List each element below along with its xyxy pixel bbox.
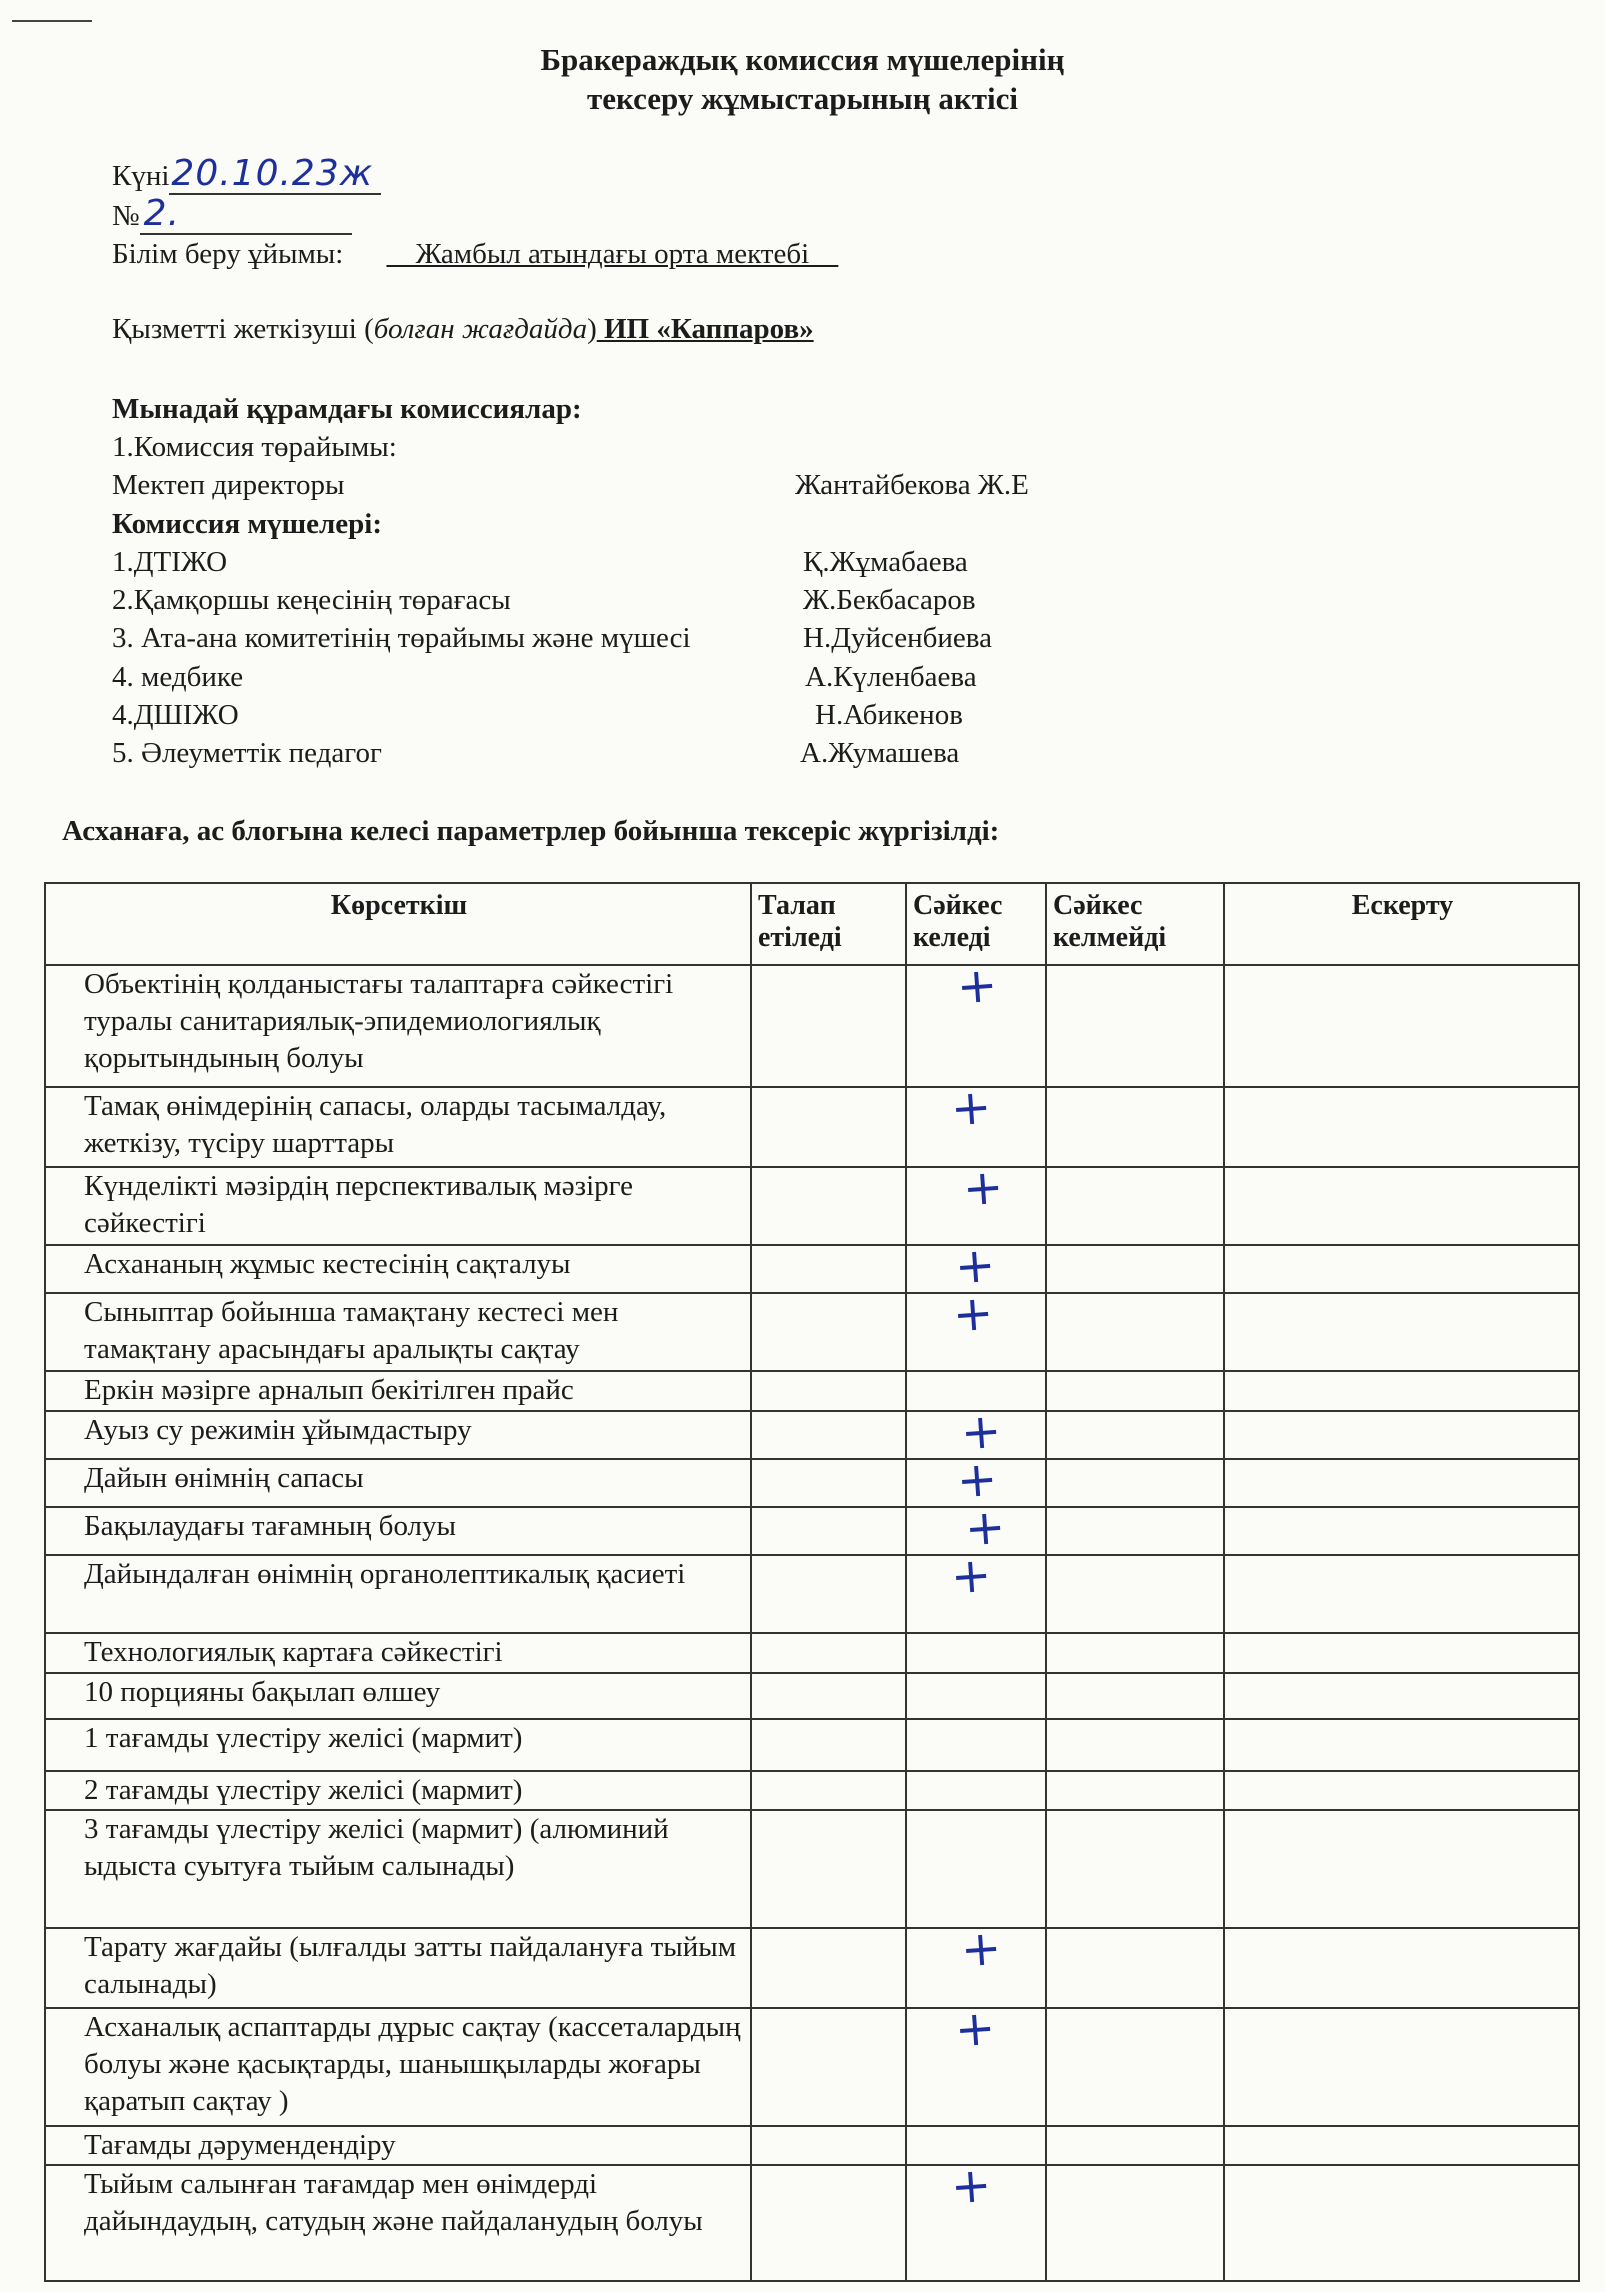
- member-name: Қ.Жұмабаева: [803, 546, 968, 578]
- required-cell: [751, 1507, 906, 1555]
- compliant-cell: [906, 2156, 1046, 2281]
- compliant-cell: [906, 1999, 1046, 2126]
- noncompliant-cell: [1046, 2008, 1224, 2126]
- note-cell: [1224, 1371, 1579, 1411]
- date-label: Күні: [112, 160, 170, 192]
- table-row: [45, 1245, 1579, 1293]
- indicator-cell: Тағамды дәрумендендіру: [45, 2126, 751, 2165]
- indicator-cell: Еркін мәзірге арналып бекітілген прайс: [45, 1371, 751, 1411]
- indicator-cell: 1 тағамды үлестіру желісі (мармит): [45, 1719, 751, 1771]
- table-row: [45, 965, 1579, 1087]
- required-cell: [751, 1167, 906, 1245]
- table-row: [45, 2165, 1579, 2281]
- chair-heading: 1.Комиссия төрайымы:: [112, 431, 397, 463]
- note-cell: [1224, 1771, 1579, 1810]
- table-row: [45, 1771, 1579, 1810]
- member-name: Н.Абикенов: [815, 699, 963, 731]
- member-role: 3. Ата-ана комитетінің төрайымы және мүшесі: [112, 622, 691, 654]
- note-cell: [1224, 1245, 1579, 1293]
- compliant-cell: [906, 1771, 1046, 1810]
- required-cell: [751, 1633, 906, 1673]
- check-mark: +: [962, 1498, 1008, 1558]
- required-cell: [751, 1719, 906, 1771]
- noncompliant-cell: [1046, 1507, 1224, 1555]
- indicator-cell: Объектінің қолданыстағы талаптарға сәйкестігі туралы санитариялық-эпидемиологиялық қорытындының болуы: [45, 965, 751, 1087]
- noncompliant-cell: [1046, 1771, 1224, 1810]
- date-value: 20.10.23ж: [169, 155, 381, 195]
- table-row: [45, 1087, 1579, 1167]
- noncompliant-cell: [1046, 1293, 1224, 1371]
- table-row: [45, 1411, 1579, 1459]
- noncompliant-cell: [1046, 1719, 1224, 1771]
- compliant-cell: [906, 1284, 1046, 1371]
- noncompliant-cell: [1046, 2165, 1224, 2281]
- header-indicator: Көрсеткіш: [45, 883, 751, 965]
- check-mark: +: [952, 1236, 998, 1296]
- compliant-cell: [906, 1719, 1046, 1771]
- table-row: [45, 1555, 1579, 1633]
- note-cell: [1224, 2008, 1579, 2126]
- document-title: [0, 40, 1605, 118]
- table-row: [45, 2126, 1579, 2165]
- indicator-cell: Ауыз су режимін ұйымдастыру: [45, 1411, 751, 1459]
- indicator-cell: 10 порцияны бақылап өлшеу: [45, 1673, 751, 1719]
- required-cell: [751, 2126, 906, 2165]
- member-name: А.Жумашева: [800, 737, 960, 769]
- table-row: [45, 1371, 1579, 1411]
- indicator-cell: 2 тағамды үлестіру желісі (мармит): [45, 1771, 751, 1810]
- required-cell: [751, 1371, 906, 1411]
- compliant-cell: [906, 1810, 1046, 1928]
- table-row: [45, 2008, 1579, 2126]
- indicator-cell: Тыйым салынған тағамдар мен өнімдерді дайындаудың, сатудың және пайдаланудың болуы: [45, 2165, 751, 2281]
- table-row: [45, 1459, 1579, 1507]
- indicator-cell: Асхананың жұмыс кестесінің сақталуы: [45, 1245, 751, 1293]
- note-cell: [1224, 1673, 1579, 1719]
- check-mark: +: [950, 1284, 996, 1344]
- check-mark: +: [958, 1919, 1004, 1979]
- note-cell: [1224, 1411, 1579, 1459]
- required-cell: [751, 1810, 906, 1928]
- noncompliant-cell: [1046, 1928, 1224, 2008]
- title-line-2: тексеру жұмыстарының актісі: [587, 81, 1018, 116]
- table-row: [45, 1293, 1579, 1371]
- noncompliant-cell: [1046, 1673, 1224, 1719]
- required-cell: [751, 1087, 906, 1167]
- indicator-cell: Дайын өнімнің сапасы: [45, 1459, 751, 1507]
- member-name: А.Күленбаева: [805, 661, 977, 693]
- note-cell: [1224, 1087, 1579, 1167]
- supplier-label-close: ): [587, 313, 597, 345]
- noncompliant-cell: [1046, 1633, 1224, 1673]
- supplier-label-italic: болған жағдайда: [373, 313, 588, 345]
- table-row: [45, 1719, 1579, 1771]
- note-cell: [1224, 965, 1579, 1087]
- noncompliant-cell: [1046, 1459, 1224, 1507]
- organization-label: Білім беру ұйымы:: [112, 238, 344, 270]
- compliant-cell: [906, 1078, 1046, 1167]
- note-cell: [1224, 1167, 1579, 1245]
- compliant-cell: [906, 1919, 1046, 2008]
- member-role: 4.ДШІЖО: [112, 699, 239, 731]
- header-note: Ескерту: [1224, 883, 1579, 965]
- supplier-label: Қызметті жеткізуші (: [112, 313, 374, 345]
- check-mark: +: [960, 1158, 1006, 1218]
- check-mark: +: [948, 1546, 994, 1606]
- title-line-1: Бракераждық комиссия мүшелерінің: [540, 42, 1065, 77]
- table-row: [45, 1928, 1579, 2008]
- date-line: [112, 155, 381, 195]
- inspection-table: [44, 882, 1580, 2282]
- indicator-cell: Күнделікті мәзірдің перспективалық мәзірге сәйкестігі: [45, 1167, 751, 1245]
- required-cell: [751, 1555, 906, 1633]
- supplier-value: ИП «Каппаров»: [596, 313, 814, 345]
- inspection-heading: Асханаға, ас блогына келесі параметрлер бойынша тексеріс жүргізілді:: [62, 815, 1000, 847]
- note-cell: [1224, 1928, 1579, 2008]
- table-row: [45, 1633, 1579, 1673]
- noncompliant-cell: [1046, 2126, 1224, 2165]
- indicator-cell: 3 тағамды үлестіру желісі (мармит) (алюминий ыдыста суытуға тыйым салынады): [45, 1810, 751, 1928]
- member-role: 2.Қамқоршы кеңесінің төрағасы: [112, 584, 511, 616]
- indicator-cell: Тамақ өнімдерінің сапасы, оларды тасымалдау, жеткізу, түсіру шарттары: [45, 1087, 751, 1167]
- table-row: [45, 1507, 1579, 1555]
- organization-line: [112, 235, 838, 273]
- note-cell: [1224, 1633, 1579, 1673]
- noncompliant-cell: [1046, 1810, 1224, 1928]
- table-header-row: [45, 883, 1579, 965]
- required-cell: [751, 2008, 906, 2126]
- member-role: 4. медбике: [112, 661, 244, 693]
- noncompliant-cell: [1046, 1371, 1224, 1411]
- table-row: [45, 1810, 1579, 1928]
- required-cell: [751, 2165, 906, 2281]
- check-mark: +: [954, 1450, 1000, 1510]
- note-cell: [1224, 2126, 1579, 2165]
- member-role: 1.ДТІЖО: [112, 546, 228, 578]
- header-compliant: Сәйкес келеді: [906, 883, 1046, 965]
- number-line: [112, 195, 352, 235]
- note-cell: [1224, 1719, 1579, 1771]
- commission-heading: Мынадай құрамдағы комиссиялар:: [112, 393, 582, 425]
- member-name: Ж.Бекбасаров: [803, 584, 976, 616]
- check-mark: +: [948, 1078, 994, 1138]
- number-value: 2.: [140, 195, 352, 235]
- check-mark: +: [952, 1999, 998, 2059]
- member-name: Н.Дуйсенбиева: [803, 622, 992, 654]
- required-cell: [751, 1928, 906, 2008]
- required-cell: [751, 1673, 906, 1719]
- chair-role: Мектеп директоры: [112, 469, 345, 501]
- note-cell: [1224, 1293, 1579, 1371]
- indicator-cell: Дайындалған өнімнің органолептикалық қасиеті: [45, 1555, 751, 1633]
- indicator-cell: Асханалық аспаптарды дұрыс сақтау (кассеталардың болуы және қасықтарды, шанышқыларды жоғары қаратып сақтау ): [45, 2008, 751, 2126]
- compliant-cell: [906, 1546, 1046, 1633]
- member-role: 5. Әлеуметтік педагог: [112, 737, 382, 769]
- required-cell: [751, 1411, 906, 1459]
- check-mark: +: [954, 956, 1000, 1016]
- required-cell: [751, 1293, 906, 1371]
- required-cell: [751, 1771, 906, 1810]
- header-noncompliant: Сәйкес келмейді: [1046, 883, 1224, 965]
- required-cell: [751, 1245, 906, 1293]
- check-mark: +: [948, 2156, 994, 2216]
- noncompliant-cell: [1046, 1167, 1224, 1245]
- compliant-cell: [906, 1633, 1046, 1673]
- number-label: №: [112, 200, 140, 232]
- compliant-cell: [906, 1158, 1046, 1245]
- check-mark: +: [958, 1402, 1004, 1462]
- supplier-line: [112, 310, 814, 348]
- noncompliant-cell: [1046, 965, 1224, 1087]
- indicator-cell: Бақылаудағы тағамның болуы: [45, 1507, 751, 1555]
- note-cell: [1224, 2165, 1579, 2281]
- note-cell: [1224, 1459, 1579, 1507]
- table-row: [45, 1673, 1579, 1719]
- organization-value: __Жамбыл атындағы орта мектебі__: [386, 238, 839, 270]
- corner-mark: [12, 20, 92, 22]
- required-cell: [751, 965, 906, 1087]
- compliant-cell: [906, 956, 1046, 1087]
- members-heading: Комиссия мүшелері:: [112, 508, 382, 540]
- header-required: Талап етіледі: [751, 883, 906, 965]
- note-cell: [1224, 1555, 1579, 1633]
- compliant-cell: [906, 1673, 1046, 1719]
- indicator-cell: Тарату жағдайы (ылғалды затты пайдалануға тыйым салынады): [45, 1928, 751, 2008]
- noncompliant-cell: [1046, 1087, 1224, 1167]
- indicator-cell: Технологиялық картаға сәйкестігі: [45, 1633, 751, 1673]
- table-body: [45, 956, 1579, 2281]
- required-cell: [751, 1459, 906, 1507]
- table-row: [45, 1167, 1579, 1245]
- noncompliant-cell: [1046, 1411, 1224, 1459]
- indicator-cell: Сыныптар бойынша тамақтану кестесі мен тамақтану арасындағы аралықты сақтау: [45, 1293, 751, 1371]
- note-cell: [1224, 1810, 1579, 1928]
- noncompliant-cell: [1046, 1555, 1224, 1633]
- note-cell: [1224, 1507, 1579, 1555]
- chair-name: Жантайбекова Ж.Е: [795, 469, 1029, 501]
- noncompliant-cell: [1046, 1245, 1224, 1293]
